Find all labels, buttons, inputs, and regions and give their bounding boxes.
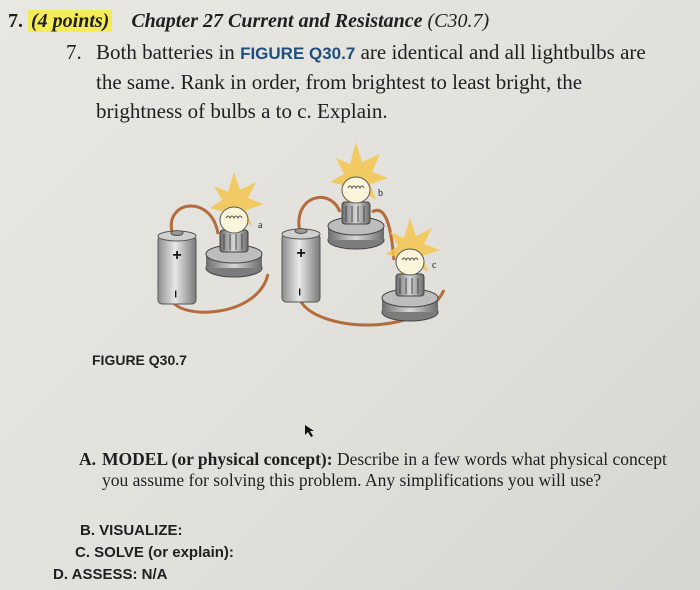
problem-text-end: are identical and all lightbulbs are the same. Rank in order, from brightest to least bright, the brightness of bulbs a to c. Explain. bbox=[96, 40, 646, 123]
bulb-b bbox=[328, 142, 388, 249]
part-a-body: Describe in a few words what physical concept you assume for solving this problem. Any simplifications you will use? bbox=[102, 449, 667, 490]
part-a-title: MODEL (or physical concept): bbox=[102, 449, 333, 469]
points-highlight: (4 points) bbox=[28, 10, 112, 32]
problem-statement bbox=[66, 38, 666, 126]
part-a-text bbox=[102, 449, 669, 491]
bulb-c-label: c bbox=[432, 260, 437, 271]
middle-battery bbox=[282, 229, 320, 303]
chapter-reference: (C30.7) bbox=[427, 10, 490, 32]
part-a-letter: A. bbox=[79, 449, 97, 469]
question-number: 7. bbox=[8, 10, 23, 32]
chapter-name: Chapter 27 Current and Resistance bbox=[131, 10, 423, 32]
chapter-title bbox=[131, 10, 489, 32]
bulb-a-label: a bbox=[258, 220, 263, 231]
figure-reference: FIGURE Q30.7 bbox=[240, 44, 356, 63]
circuit-figure bbox=[140, 142, 460, 352]
middle-battery-plus: + bbox=[296, 245, 306, 262]
problem-text-start: Both batteries in bbox=[96, 40, 241, 64]
middle-battery-minus: – bbox=[293, 288, 309, 296]
circuit-diagram bbox=[140, 142, 460, 352]
part-d: D. ASSESS: N/A bbox=[53, 566, 168, 583]
bulb-b-label: b bbox=[378, 188, 383, 199]
part-a bbox=[79, 449, 669, 491]
part-b: B. VISUALIZE: bbox=[80, 522, 183, 539]
question-header bbox=[8, 10, 489, 33]
figure-caption: FIGURE Q30.7 bbox=[92, 352, 187, 368]
left-battery-minus: – bbox=[169, 290, 185, 298]
left-battery bbox=[158, 231, 196, 305]
mouse-cursor-icon bbox=[304, 424, 316, 443]
left-battery-plus: + bbox=[172, 247, 182, 264]
problem-text bbox=[96, 38, 666, 126]
problem-number: 7. bbox=[66, 40, 82, 64]
part-c: C. SOLVE (or explain): bbox=[75, 544, 234, 561]
